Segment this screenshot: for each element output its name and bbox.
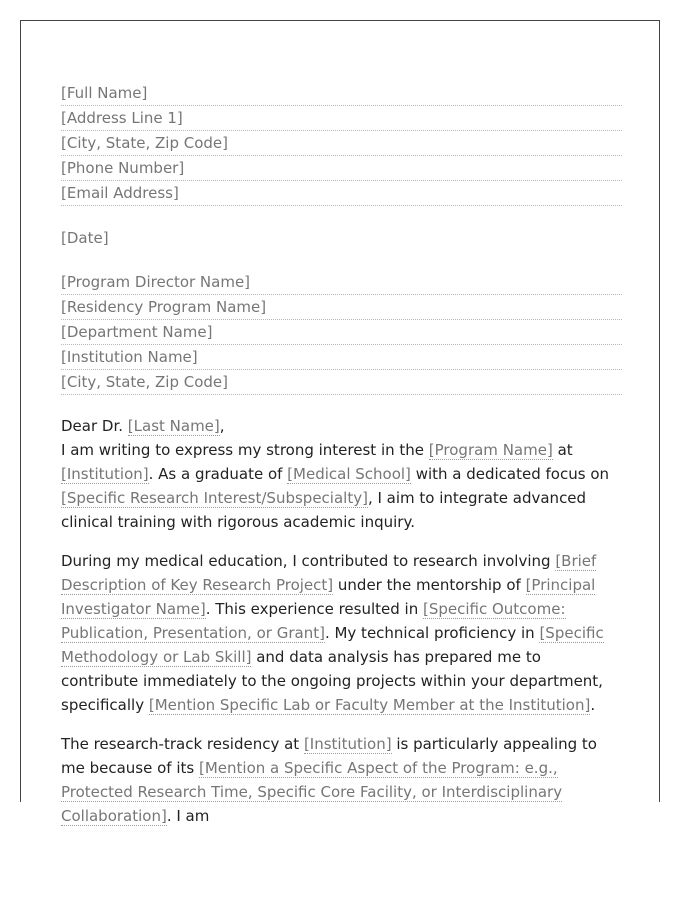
methodology-placeholder[interactable]: [Specific Methodology or Lab Skill] <box>61 624 604 666</box>
sender-email-field[interactable]: [Email Address] <box>61 181 622 206</box>
paragraph-3 <box>61 732 622 828</box>
salutation-suffix: , <box>219 417 225 435</box>
last-name-placeholder[interactable]: [Last Name] <box>127 417 220 435</box>
paragraph-2-text-2: under the mentorship of <box>333 576 526 594</box>
paragraph-2 <box>61 549 622 717</box>
sender-address-line-1-field[interactable]: [Address Line 1] <box>61 106 622 131</box>
institution-placeholder-2[interactable]: [Institution] <box>303 735 392 753</box>
sender-city-state-zip-field[interactable]: [City, State, Zip Code] <box>61 131 622 156</box>
salutation <box>61 414 622 438</box>
paragraph-1-text-5: , I aim to integrate advanced clinical training with rigorous academic inquiry. <box>61 489 587 531</box>
recipient-city-state-zip-field[interactable]: [City, State, Zip Code] <box>61 370 622 395</box>
paragraph-1 <box>61 438 622 534</box>
institution-placeholder[interactable]: [Institution] <box>61 465 149 483</box>
medical-school-placeholder[interactable]: [Medical School] <box>287 465 411 483</box>
research-interest-placeholder[interactable]: [Specific Research Interest/Subspecialty] <box>61 489 368 507</box>
date-field[interactable]: [Date] <box>61 229 109 247</box>
program-aspect-placeholder[interactable]: [Mention a Specific Aspect of the Program: e.g., Protected Research Time, Specific Core Facility, or Interdisciplinary Collaboration] <box>61 759 563 825</box>
recipient-block <box>61 270 622 395</box>
recipient-residency-program-field[interactable]: [Residency Program Name] <box>61 295 622 320</box>
recipient-program-director-field[interactable]: [Program Director Name] <box>61 270 622 295</box>
specific-lab-placeholder[interactable]: [Mention Specific Lab or Faculty Member at the Institution] <box>148 696 591 714</box>
sender-full-name-field[interactable]: [Full Name] <box>61 81 622 106</box>
sender-block <box>61 81 622 206</box>
sender-phone-field[interactable]: [Phone Number] <box>61 156 622 181</box>
program-name-placeholder[interactable]: [Program Name] <box>428 441 553 459</box>
salutation-prefix: Dear Dr. <box>61 417 128 435</box>
letter-content <box>61 81 622 828</box>
paragraph-1-text-4: with a dedicated focus on <box>410 465 609 483</box>
paragraph-1-text-3: . As a graduate of <box>148 465 288 483</box>
research-project-placeholder[interactable]: [Brief Description of Key Research Project] <box>61 552 597 594</box>
document-page <box>20 20 660 825</box>
paragraph-3-text-2: is particularly appealing to me because of its <box>61 735 597 777</box>
paragraph-2-text-4: . My technical proficiency in <box>324 624 540 642</box>
specific-outcome-placeholder[interactable]: [Specific Outcome: Publication, Presentation, or Grant] <box>61 600 566 642</box>
paragraph-1-text-2: at <box>552 441 573 459</box>
paragraph-1-text-1: I am writing to express my strong interest in the <box>61 441 429 459</box>
paragraph-2-text-3: . This experience resulted in <box>205 600 423 618</box>
principal-investigator-placeholder[interactable]: [Principal Investigator Name] <box>61 576 596 618</box>
recipient-institution-field[interactable]: [Institution Name] <box>61 345 622 370</box>
paragraph-2-text-6: . <box>590 696 596 714</box>
paragraph-3-text-1: The research-track residency at <box>61 735 304 753</box>
paragraph-3-text-3: . I am <box>166 807 210 825</box>
paragraph-2-text-1: During my medical education, I contributed to research involving <box>61 552 556 570</box>
paragraph-2-text-5: and data analysis has prepared me to contribute immediately to the ongoing projects within your department, specifically <box>61 648 603 714</box>
recipient-department-field[interactable]: [Department Name] <box>61 320 622 345</box>
